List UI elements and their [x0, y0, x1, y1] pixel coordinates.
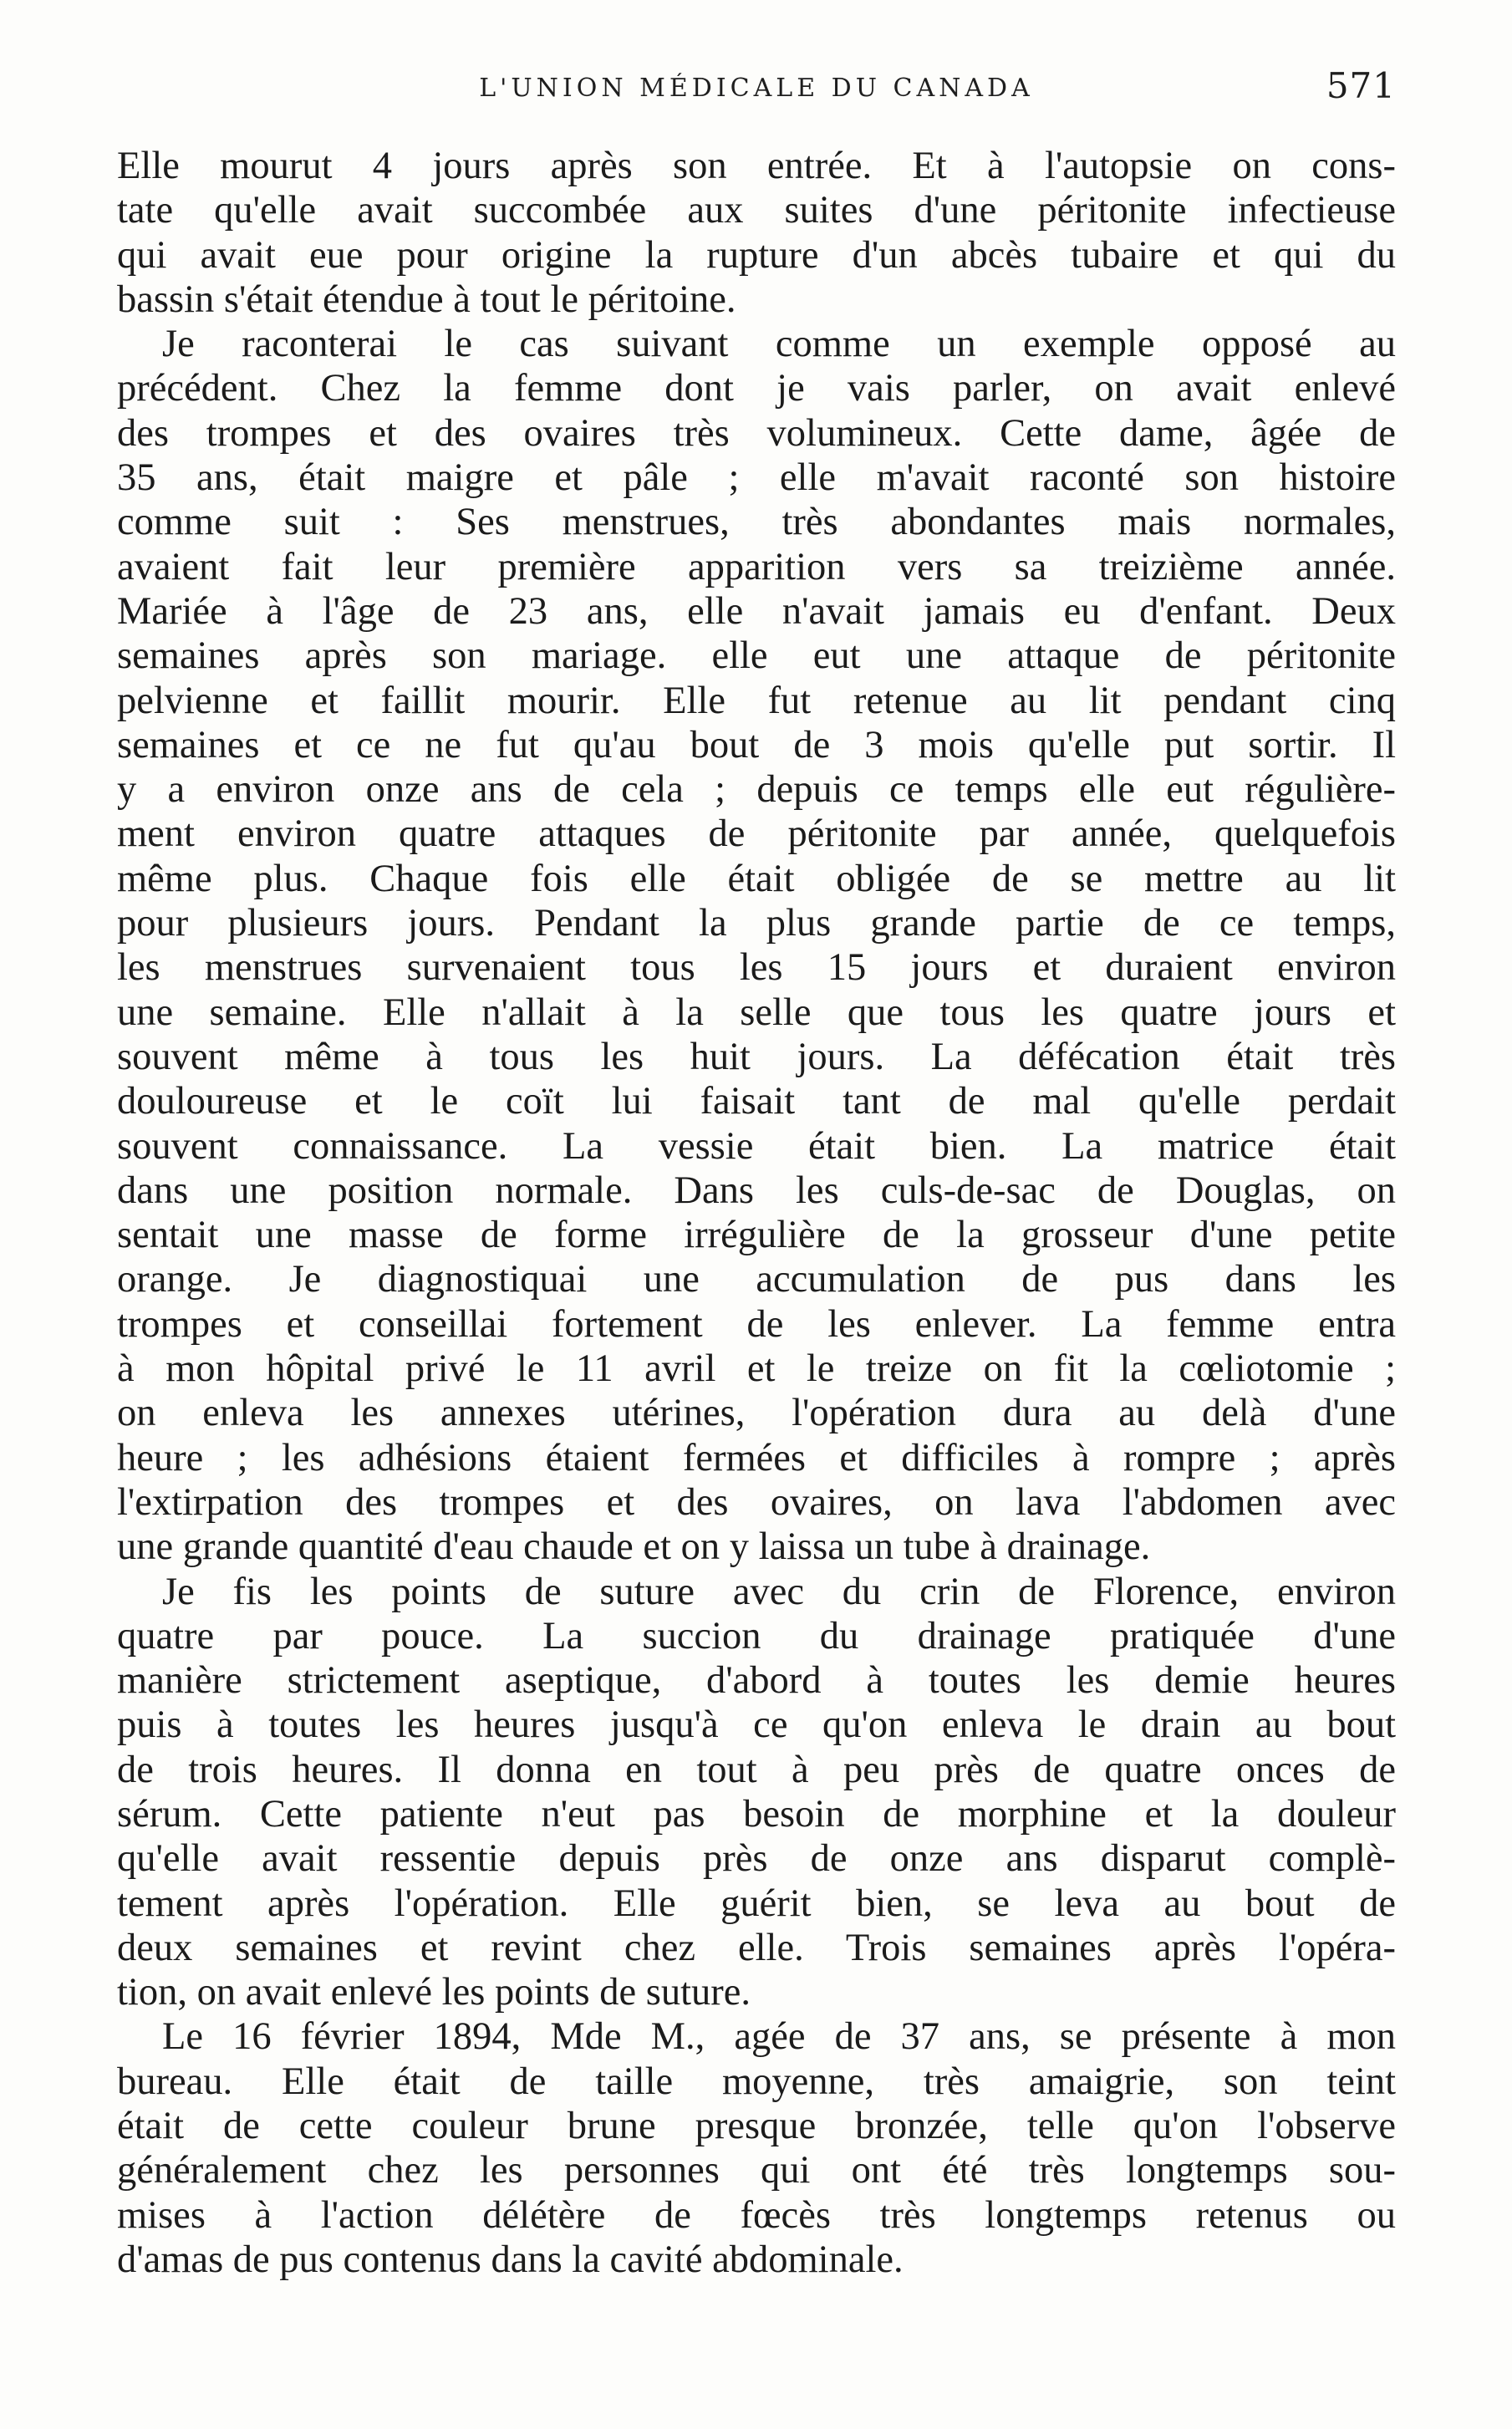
text-line: quatre par pouce. La succion du drainage pratiquée d'une — [117, 1614, 1396, 1658]
text-line: qui avait eue pour origine la rupture d'un abcès tubaire et qui du — [117, 233, 1396, 277]
text-line: douloureuse et le coït lui faisait tant de mal qu'elle perdait — [117, 1080, 1396, 1123]
text-line: précédent. Chez la femme dont je vais parler, on avait enlevé — [117, 367, 1396, 410]
text-line: trompes et conseillai fortement de les enlever. La femme entra — [117, 1302, 1396, 1346]
text-line: sérum. Cette patiente n'eut pas besoin de morphine et la douleur — [117, 1792, 1396, 1836]
text-line: manière strictement aseptique, d'abord à toutes les demie heures — [117, 1659, 1396, 1703]
text-line: même plus. Chaque fois elle était obligée de se mettre au lit — [117, 857, 1396, 900]
text-line: avaient fait leur première apparition vers sa treizième année. — [117, 545, 1396, 588]
text-line: heure ; les adhésions étaient fermées et difficiles à rompre ; après — [117, 1436, 1396, 1479]
running-title: L'UNION MÉDICALE DU CANADA — [479, 74, 1034, 103]
paragraph — [117, 2014, 1396, 2282]
text-line: d'amas de pus contenus dans la cavité abdominale. — [117, 2238, 904, 2281]
text-line: une grande quantité d'eau chaude et on y laissa un tube à drainage. — [117, 1525, 1151, 1569]
text-line: pelvienne et faillit mourir. Elle fut retenue au lit pendant cinq — [117, 679, 1396, 722]
text-line: mises à l'action délétère de fœcès très longtemps retenus ou — [117, 2193, 1396, 2237]
text-line: Je raconterai le cas suivant comme un exemple opposé au — [162, 323, 1396, 366]
text-line: 35 ans, était maigre et pâle ; elle m'avait raconté son histoire — [117, 456, 1396, 500]
page-number: 571 — [1326, 65, 1396, 106]
text-line: tion, on avait enlevé les points de suture. — [117, 1971, 751, 2014]
text-line: l'extirpation des trompes et des ovaires, on lava l'abdomen avec — [117, 1480, 1396, 1524]
text-line: de trois heures. Il donna en tout à peu près de quatre onces de — [117, 1748, 1396, 1791]
text-line: Elle mourut 4 jours après son entrée. Et à l'autopsie on cons- — [117, 145, 1396, 187]
text-line: sentait une masse de forme irrégulière de la grosseur d'une petite — [117, 1214, 1396, 1257]
text-line: on enleva les annexes utérines, l'opération dura au delà d'une — [117, 1392, 1396, 1435]
text-line: des trompes et des ovaires très volumineux. Cette dame, âgée de — [117, 411, 1396, 455]
text-line: dans une position normale. Dans les culs-de-sac de Douglas, on — [117, 1169, 1396, 1212]
text-line: Le 16 février 1894, Mde M., agée de 37 ans, se présente à mon — [162, 2015, 1396, 2059]
text-line: comme suit : Ses menstrues, très abondantes mais normales, — [117, 501, 1396, 544]
text-line: orange. Je diagnostiquai une accumulation de pus dans les — [117, 1258, 1396, 1301]
text-line: semaines et ce ne fut qu'au bout de 3 mois qu'elle put sortir. Il — [117, 723, 1396, 766]
body-text — [117, 144, 1396, 2282]
text-line: Je fis les points de suture avec du crin de Florence, environ — [162, 1570, 1396, 1613]
text-line: une semaine. Elle n'allait à la selle que tous les quatre jours et — [117, 990, 1396, 1034]
text-line: y a environ onze ans de cela ; depuis ce temps elle eut régulière- — [117, 768, 1396, 812]
text-line: puis à toutes les heures jusqu'à ce qu'on enleva le drain au bout — [117, 1703, 1396, 1747]
text-line: deux semaines et revint chez elle. Trois semaines après l'opéra- — [117, 1926, 1396, 1969]
text-line: ment environ quatre attaques de péritonite par année, quelquefois — [117, 812, 1396, 856]
text-line: bureau. Elle était de taille moyenne, très amaigrie, son teint — [117, 2060, 1396, 2103]
text-line: qu'elle avait ressentie depuis près de onze ans disparut complè- — [117, 1837, 1396, 1881]
text-line: généralement chez les personnes qui ont été très longtemps sou- — [117, 2149, 1396, 2192]
paragraph — [117, 1570, 1396, 2015]
paragraph — [117, 144, 1396, 322]
text-line: était de cette couleur brune presque bronzée, telle qu'on l'observe — [117, 2105, 1396, 2148]
text-line: semaines après son mariage. elle eut une attaque de péritonite — [117, 634, 1396, 678]
text-line: Mariée à l'âge de 23 ans, elle n'avait jamais eu d'enfant. Deux — [117, 589, 1396, 633]
text-line: tate qu'elle avait succombée aux suites d'une péritonite infectieuse — [117, 189, 1396, 232]
text-line: les menstrues survenaient tous les 15 jours et duraient environ — [117, 946, 1396, 990]
text-line: bassin s'était étendue à tout le péritoine. — [117, 278, 736, 321]
paragraph — [117, 322, 1396, 1569]
text-line: tement après l'opération. Elle guérit bien, se leva au bout de — [117, 1882, 1396, 1925]
text-line: à mon hôpital privé le 11 avril et le treize on fit la cœliotomie ; — [117, 1347, 1396, 1391]
text-line: pour plusieurs jours. Pendant la plus grande partie de ce temps, — [117, 902, 1396, 945]
text-line: souvent connaissance. La vessie était bien. La matrice était — [117, 1124, 1396, 1168]
running-head — [117, 65, 1396, 115]
text-line: souvent même à tous les huit jours. La défécation était très — [117, 1035, 1396, 1078]
